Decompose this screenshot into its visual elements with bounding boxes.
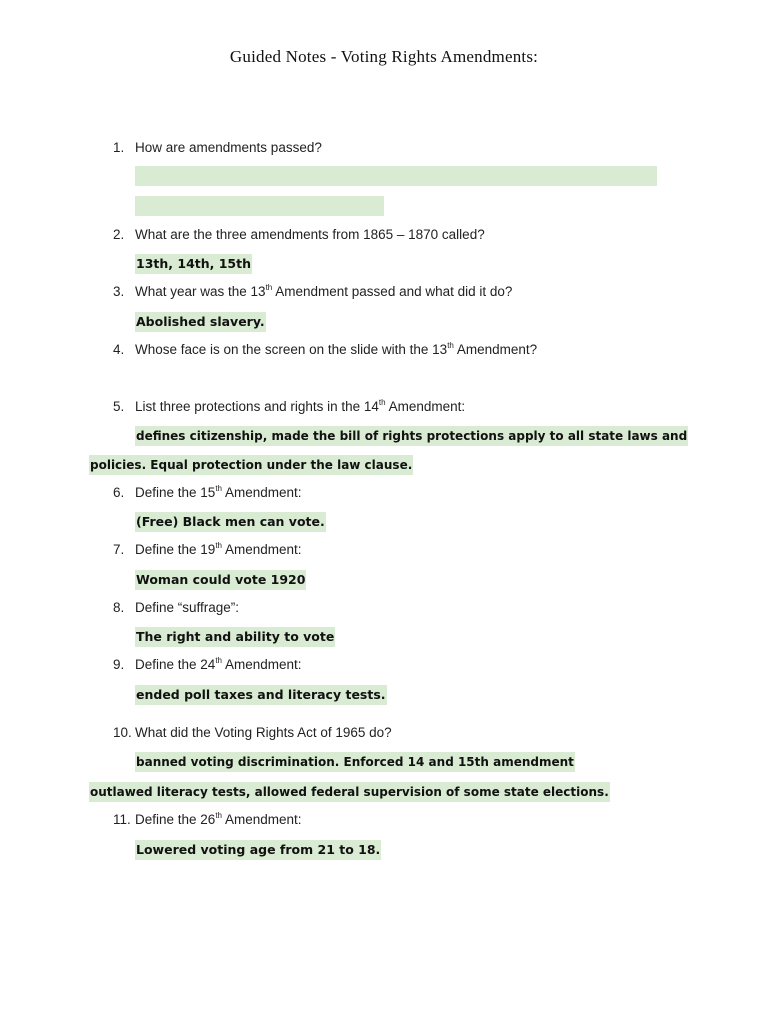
question-text-end: Amendment passed and what did it do?	[272, 284, 513, 299]
question-9	[113, 657, 302, 672]
question-7	[113, 542, 302, 557]
answer-11: Lowered voting age from 21 to 18.	[135, 840, 381, 860]
question-number: 5.	[113, 399, 125, 414]
page-title: Guided Notes - Voting Rights Amendments:	[229, 47, 539, 66]
answer-3: Abolished slavery.	[135, 312, 266, 332]
answer-blank-1b[interactable]	[135, 196, 384, 216]
answer-10-line-2: outlawed literacy tests, allowed federal supervision of some state elections.	[89, 782, 610, 802]
question-text: Define the 19	[135, 542, 216, 557]
ordinal-suffix: th	[215, 484, 222, 493]
question-text: What are the three amendments from 1865 – 1870 called?	[135, 227, 485, 242]
ordinal-suffix: th	[215, 656, 222, 665]
question-text: Whose face is on the screen on the slide with the 13	[135, 342, 448, 357]
question-5	[113, 399, 465, 414]
question-text: List three protections and rights in the 14	[135, 399, 379, 414]
question-text-end: Amendment:	[221, 657, 302, 672]
question-text: Define the 24	[135, 657, 216, 672]
question-text-end: Amendment:	[221, 542, 302, 557]
answer-blank-1a[interactable]	[135, 166, 657, 186]
answer-6: (Free) Black men can vote.	[135, 512, 326, 532]
answer-5-line-2: policies. Equal protection under the law clause.	[89, 455, 413, 475]
question-8	[113, 600, 239, 615]
question-text: Define the 26	[135, 812, 216, 827]
answer-8: The right and ability to vote	[135, 627, 335, 647]
question-10	[113, 725, 392, 740]
question-text-end: Amendment:	[221, 485, 302, 500]
question-text-end: Amendment:	[385, 399, 466, 414]
question-text-end: Amendment:	[221, 812, 302, 827]
answer-7: Woman could vote 1920	[135, 570, 306, 590]
question-4	[113, 342, 537, 357]
question-number: 1.	[113, 140, 125, 155]
ordinal-suffix: th	[265, 283, 273, 292]
question-text: What did the Voting Rights Act of 1965 do?	[135, 725, 392, 740]
ordinal-suffix: th	[378, 398, 386, 407]
answer-9: ended poll taxes and literacy tests.	[135, 685, 387, 705]
question-number: 10.	[113, 725, 132, 740]
question-number: 8.	[113, 600, 125, 615]
question-text: Define “suffrage”:	[135, 600, 240, 615]
answer-5-line-1: defines citizenship, made the bill of rights protections apply to all state laws and	[135, 426, 688, 446]
question-text: What year was the 13	[135, 284, 266, 299]
question-number: 11.	[113, 812, 131, 827]
ordinal-suffix: th	[215, 541, 222, 550]
question-number: 4.	[113, 342, 125, 357]
question-3	[113, 284, 512, 299]
ordinal-suffix: th	[215, 811, 222, 820]
question-2	[113, 227, 485, 242]
question-number: 7.	[113, 542, 125, 557]
question-text-end: Amendment?	[453, 342, 538, 357]
ordinal-suffix: th	[447, 341, 454, 350]
question-number: 6.	[113, 485, 125, 500]
question-number: 2.	[113, 227, 125, 242]
answer-2: 13th, 14th, 15th	[135, 254, 252, 274]
question-number: 9.	[113, 657, 125, 672]
question-6	[113, 485, 302, 500]
question-11	[113, 812, 302, 827]
question-number: 3.	[113, 284, 125, 299]
question-text: How are amendments passed?	[135, 140, 322, 155]
question-text: Define the 15	[135, 485, 216, 500]
question-1	[113, 140, 322, 155]
answer-10-line-1: banned voting discrimination. Enforced 14 and 15th amendment	[135, 752, 575, 772]
